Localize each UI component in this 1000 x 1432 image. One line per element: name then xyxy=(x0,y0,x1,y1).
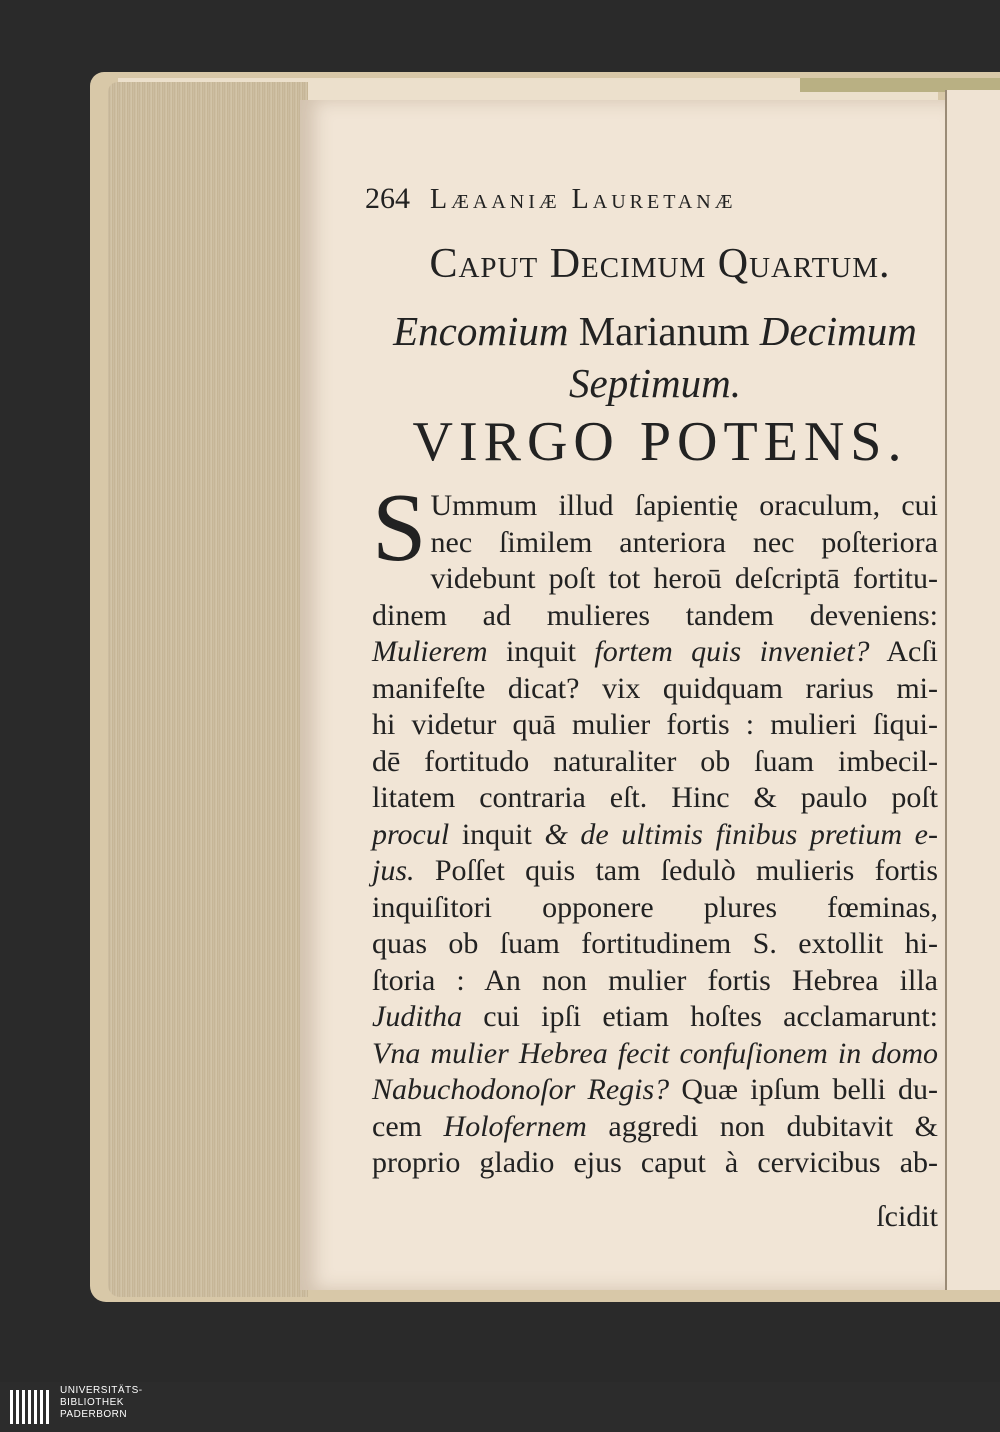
encomium-word-3: Decimum xyxy=(759,308,917,354)
body-line xyxy=(372,890,938,927)
text-run: nec ſimilem anteriora nec poſteriora xyxy=(430,525,938,559)
text-run: cem xyxy=(372,1109,444,1143)
chapter-title: Caput Decimum Quartum. xyxy=(429,241,891,287)
text-run: dinem ad mulieres tandem deveniens: xyxy=(372,598,938,632)
running-head: Læaaniæ Lauretanæ xyxy=(430,184,737,215)
italic-phrase: procul xyxy=(372,817,450,851)
encomium-heading xyxy=(370,305,940,409)
text-run: quas ob ſuam fortitudinem S. extollit hi- xyxy=(372,927,938,960)
body-line xyxy=(372,963,938,1000)
text-run: ſtoria : An non mulier fortis Hebrea illa xyxy=(372,963,938,997)
library-name-line-3: PADERBORN xyxy=(60,1409,128,1420)
encomium-word-2: Marianum xyxy=(578,308,750,354)
italic-phrase: Juditha xyxy=(372,1000,462,1033)
text-run: dē fortitudo naturaliter ob ſuam imbecil- xyxy=(372,744,938,778)
body-line xyxy=(372,488,938,525)
text-run: Acſi xyxy=(869,635,938,668)
italic-phrase: Nabuchodonoſor Regis? xyxy=(372,1073,670,1106)
italic-phrase: & de ultimis finibus pretium e- xyxy=(544,817,938,851)
page-number: 264 xyxy=(365,182,410,215)
text-run: Poſſet quis tam ſedulò mulieris fortis xyxy=(414,854,938,887)
body-line xyxy=(372,1145,938,1182)
body-line xyxy=(372,1036,938,1073)
text-run: Ummum illud ſapientię oraculum, cui xyxy=(430,489,938,522)
body-line xyxy=(372,561,938,598)
library-name-line-2: BIBLIOTHEK xyxy=(60,1397,124,1408)
encomium-word-1: Encomium xyxy=(393,308,569,354)
italic-phrase: Vna mulier Hebrea fecit confuſionem in domo xyxy=(372,1036,938,1070)
body-line xyxy=(372,744,938,781)
text-run: hi videtur quā mulier fortis : mulieri ſiqui- xyxy=(372,708,938,741)
body-line xyxy=(372,525,938,562)
text-run: Quæ ipſum belli du- xyxy=(669,1073,938,1106)
body-line xyxy=(372,1109,938,1146)
library-logo-icon xyxy=(8,1388,54,1426)
body-text xyxy=(372,474,939,1182)
body-line xyxy=(372,671,938,708)
body-line xyxy=(372,999,938,1036)
italic-phrase: fortem quis inveniet? xyxy=(594,635,870,668)
body-line xyxy=(372,634,938,671)
text-run: inquit xyxy=(487,635,595,668)
text-run: litatem contraria eſt. Hinc & paulo poſt xyxy=(372,781,938,814)
text-run: inquiſitori opponere plures fœminas, xyxy=(372,890,938,924)
body-line xyxy=(372,707,938,744)
text-run: proprio gladio ejus caput à cervicibus ab- xyxy=(372,1146,938,1179)
text-run: inquit xyxy=(449,817,545,851)
text-run: videbunt poſt tot heroū deſcriptā fortitu- xyxy=(430,562,938,595)
text-run: manifeſte dicat? vix quidquam rarius mi- xyxy=(372,671,938,705)
library-name-line-1: UNIVERSITÄTS- xyxy=(60,1385,143,1396)
text-run: cui ipſi etiam hoſtes acclamarunt: xyxy=(462,1000,938,1033)
body-line xyxy=(372,926,938,963)
italic-phrase: jus. xyxy=(372,854,415,887)
running-header xyxy=(365,182,925,226)
facing-page xyxy=(945,90,1000,1290)
italic-phrase: Mulierem xyxy=(372,635,488,668)
page-block-edge xyxy=(108,82,308,1297)
body-line xyxy=(372,853,938,890)
catchword: ſcidit xyxy=(876,1200,938,1233)
body-line xyxy=(372,598,938,635)
body-line xyxy=(372,780,938,817)
body-line xyxy=(372,1072,938,1109)
library-name xyxy=(60,1385,260,1421)
italic-phrase: Holofernem xyxy=(443,1109,587,1143)
text-run: aggredi non dubitavit & xyxy=(586,1109,939,1143)
section-title: VIRGO POTENS. xyxy=(412,411,908,473)
drop-cap: S xyxy=(372,474,427,582)
encomium-line-2: Septimum. xyxy=(569,360,741,406)
body-line xyxy=(372,817,938,854)
